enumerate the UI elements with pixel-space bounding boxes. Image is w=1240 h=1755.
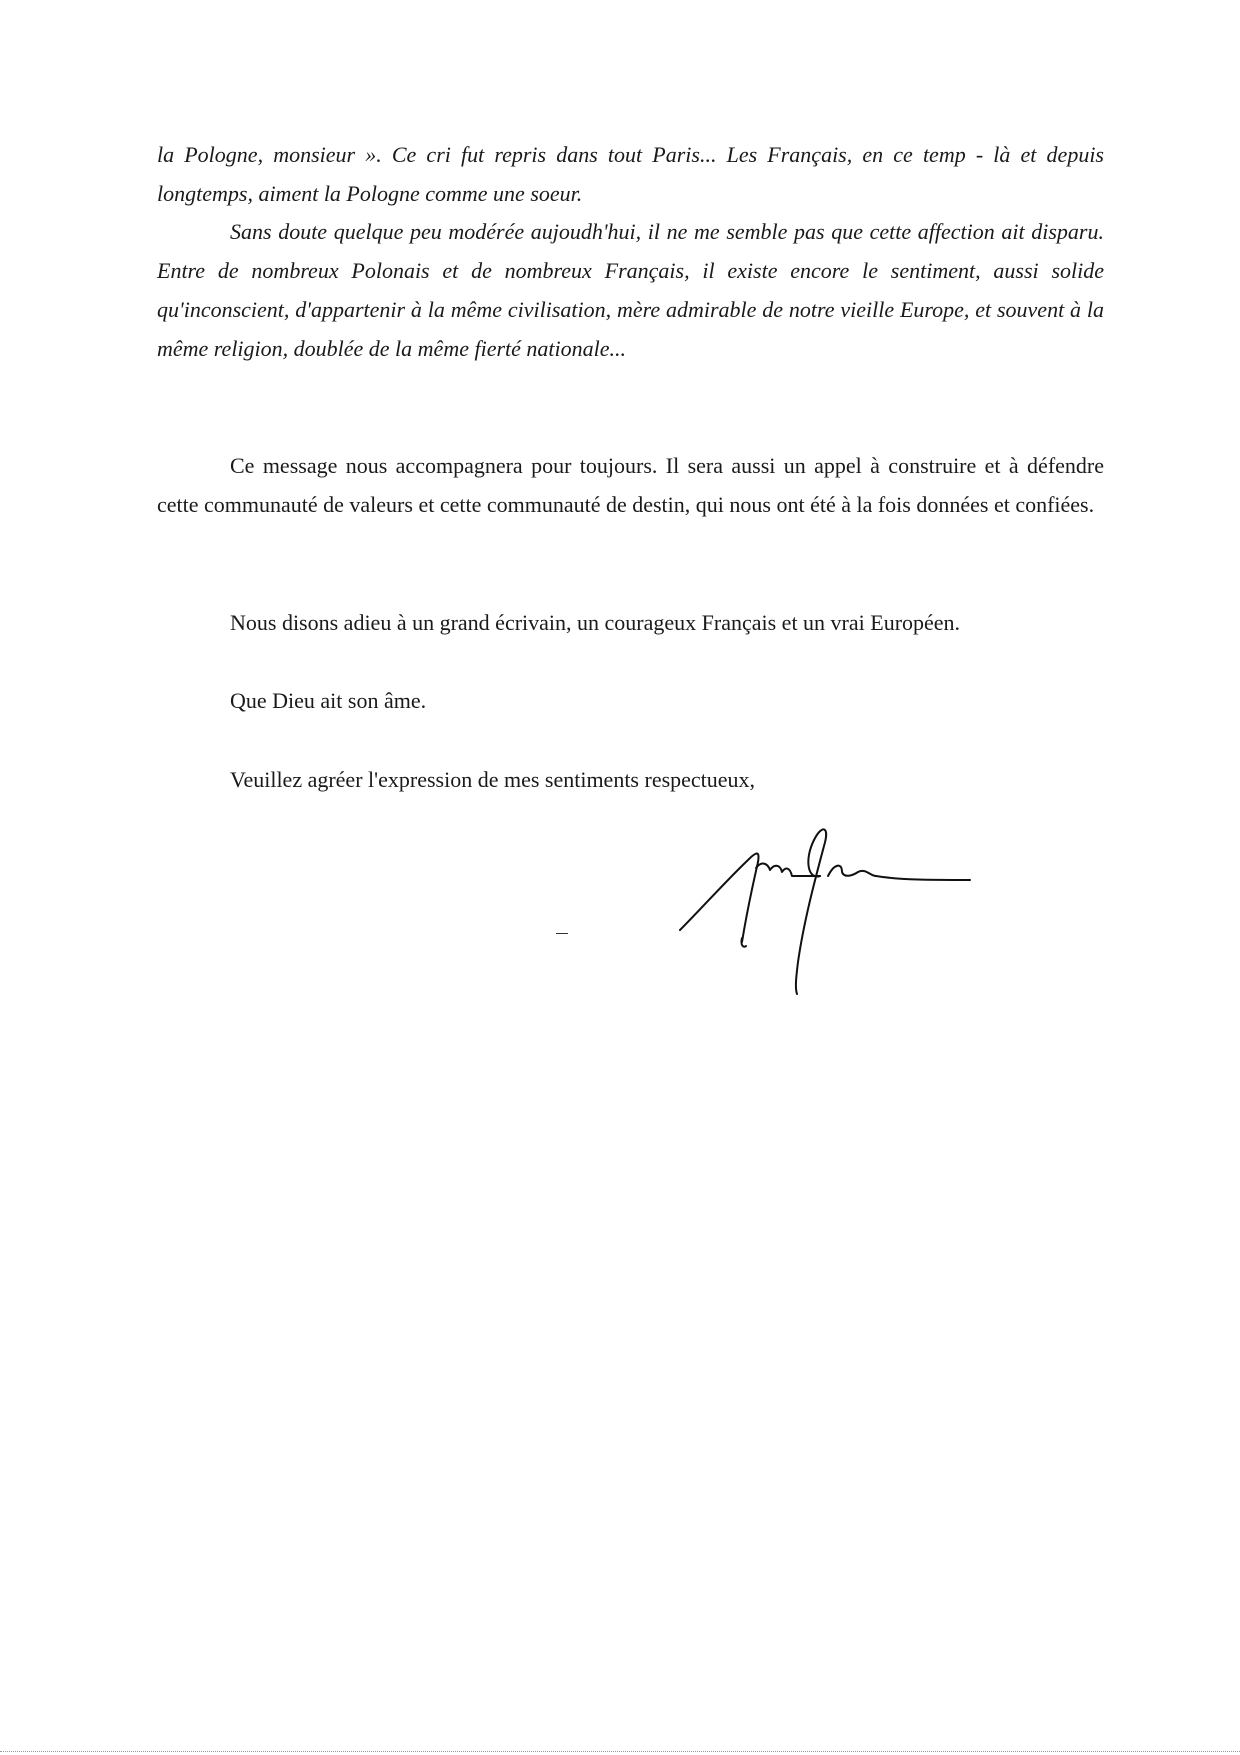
signature-stroke xyxy=(828,866,876,876)
letter-paragraph-quote: la Pologne, monsieur ». Ce cri fut repris dans tout Paris... Les Français, en ce temp - là et depuis longtemps, aiment la Pologne comme une soeur. xyxy=(157,142,1104,206)
signature-stroke xyxy=(796,829,826,994)
page-bottom-rule xyxy=(0,1751,1240,1752)
signature-stroke xyxy=(741,862,758,947)
stray-mark xyxy=(556,933,568,934)
letter-paragraph-blessing: Que Dieu ait son âme. xyxy=(230,688,427,713)
letter-closing: Veuillez agréer l'expression de mes sentiments respectueux, xyxy=(230,767,756,792)
letter-paragraph-farewell: Nous disons adieu à un grand écrivain, un courageux Français et un vrai Européen. xyxy=(230,610,961,635)
letter-paragraph-message: Ce message nous accompagnera pour toujours. Il sera aussi un appel à construire et à défendre cette communauté de valeurs et cette communauté de destin, qui nous ont été à la fois données et confiées. xyxy=(157,453,1104,517)
handwritten-signature xyxy=(670,820,1010,1000)
letter-paragraph-affection: Sans doute quelque peu modérée aujoudh'hui, il ne me semble pas que cette affection ait disparu. Entre de nombreux Polonais et de nombreux Français, il existe encore le sentiment, aussi solide qu'inconscient, d'appartenir à la même civilisation, mère admirable de notre vieille Europe, et souvent à la même religion, doublée de la même fierté nationale... xyxy=(157,219,1104,361)
signature-stroke xyxy=(876,876,970,880)
